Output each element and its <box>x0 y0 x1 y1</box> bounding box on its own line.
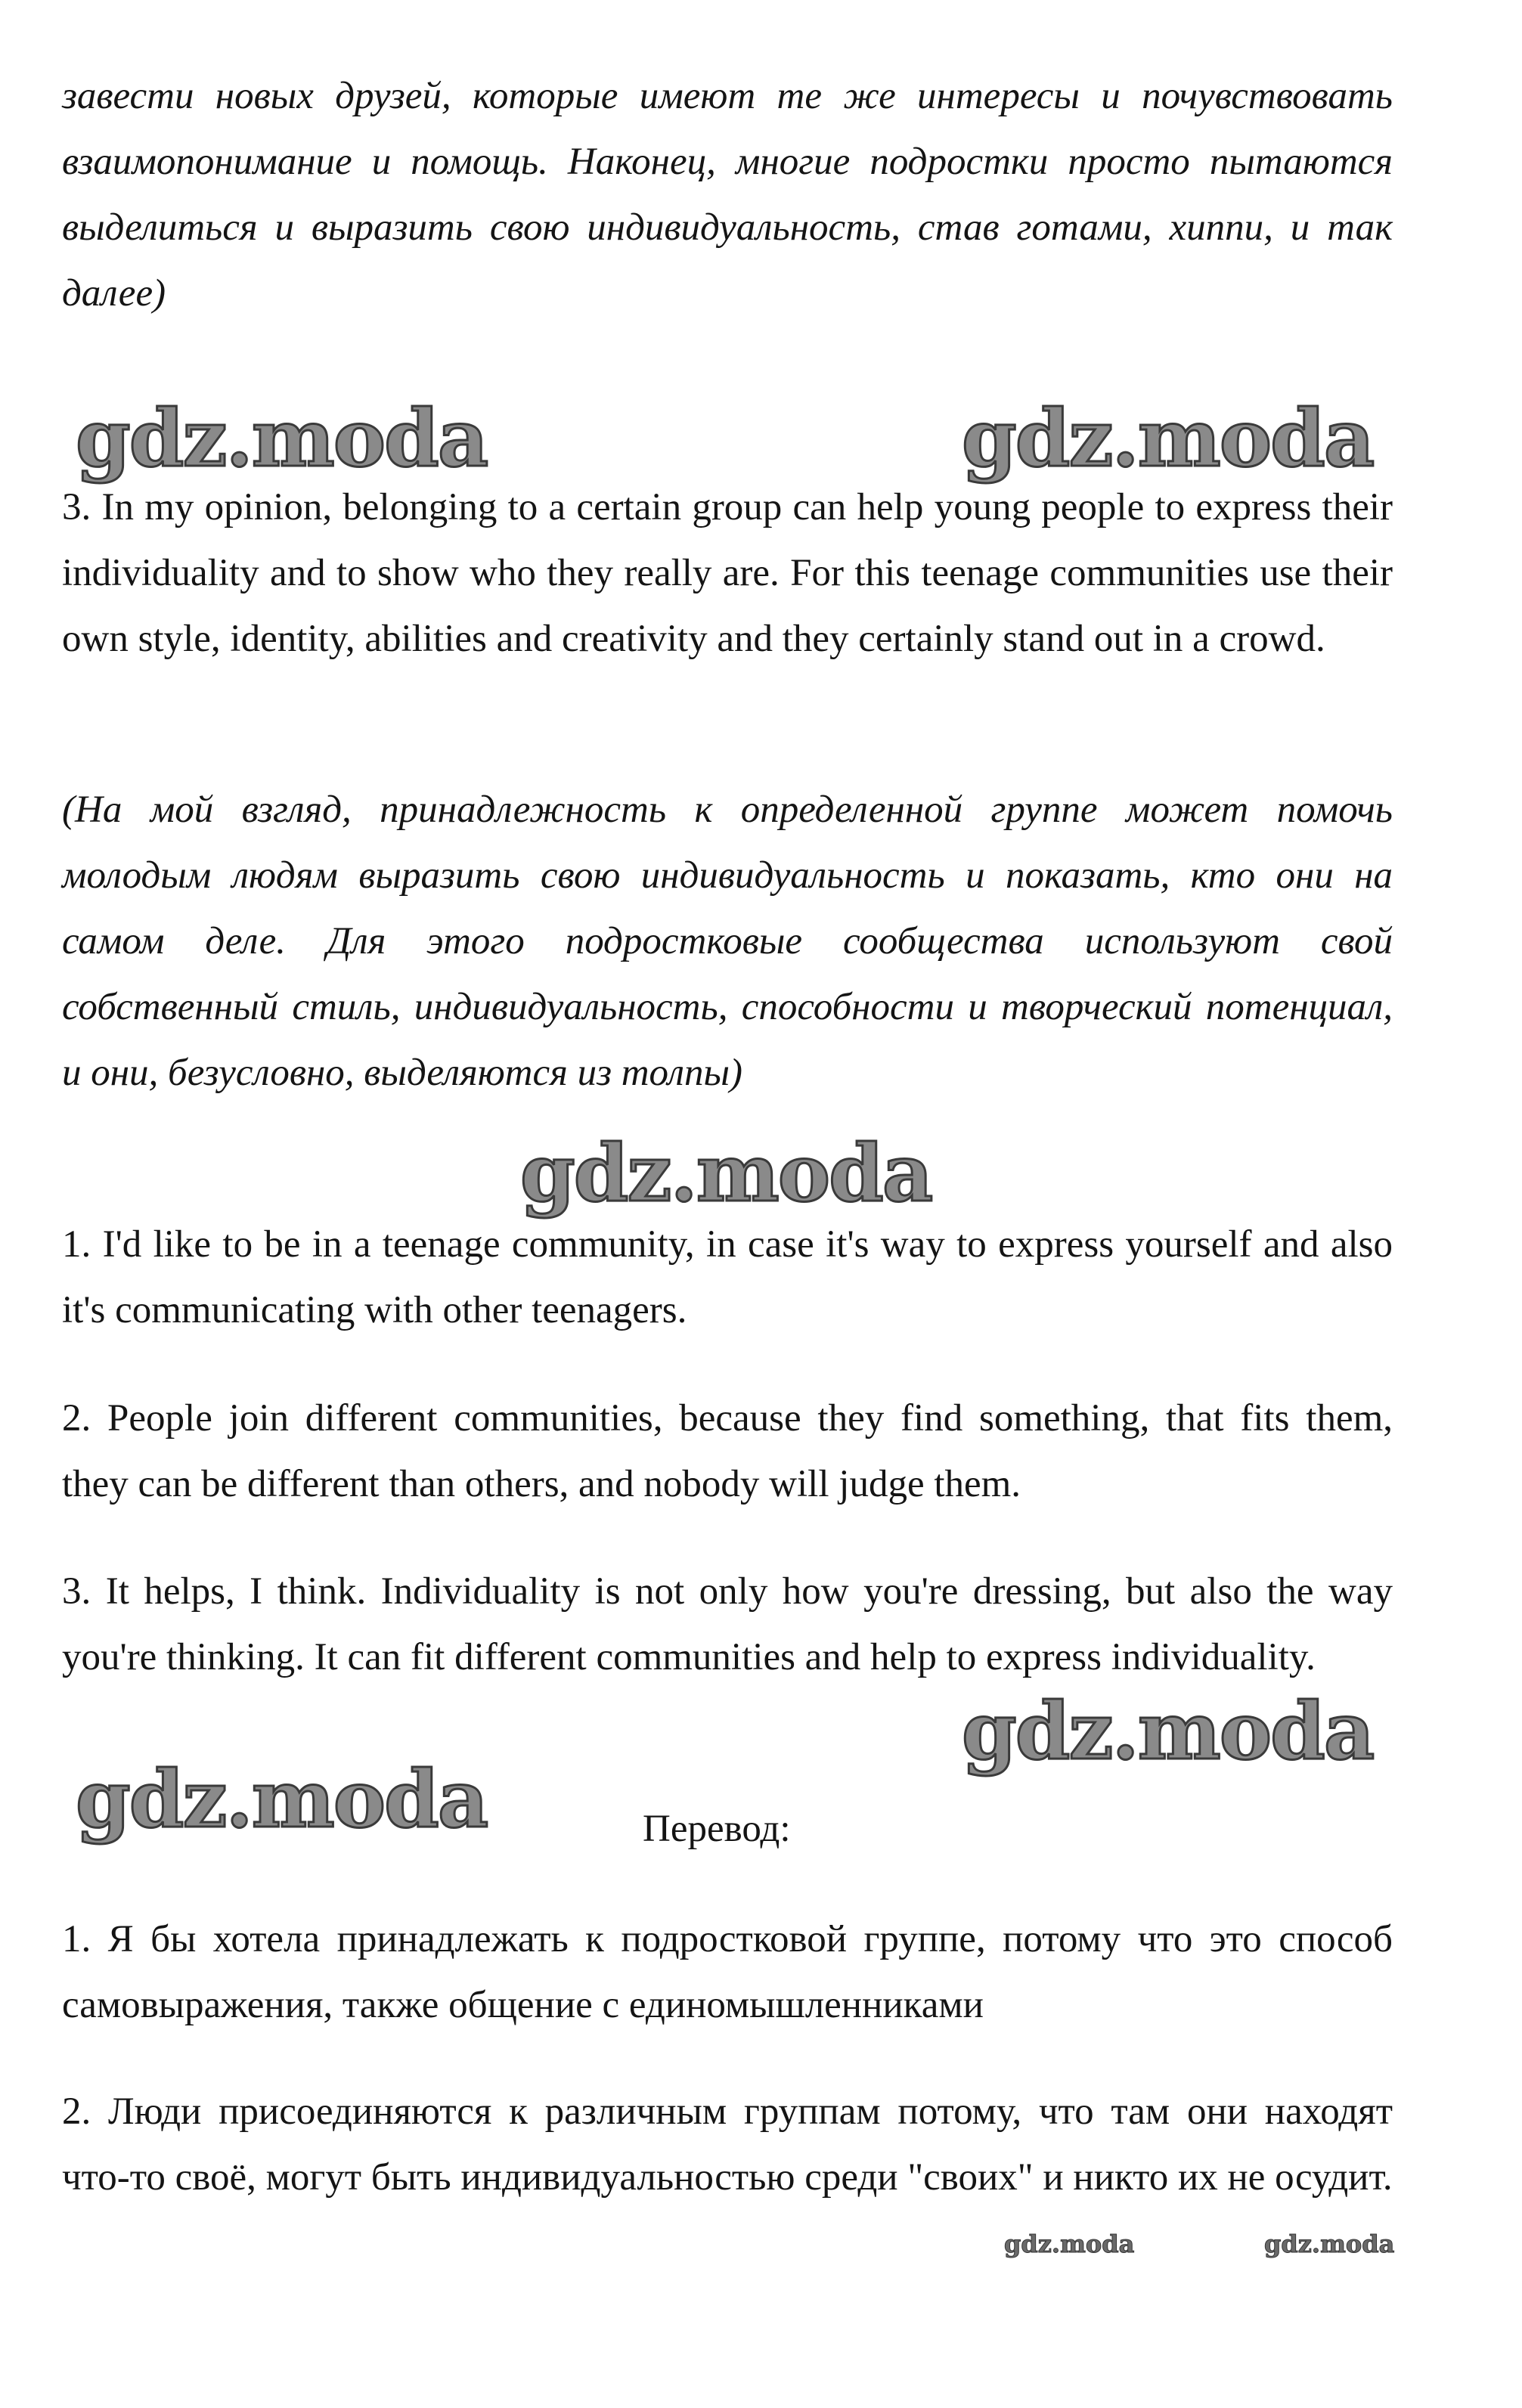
paragraph-answer-3-russian: (На мой взгляд, принадлежность к определенной группе может помочь молодым людям выразить свою индивидуальность и показать, кто они на самом деле. Для этого подростковые сообщества используют свой собственный стиль, индивидуальность, способности и творческий потенциал, и они, безусловно, выделяются из толпы) <box>62 789 1393 1094</box>
translation-heading: Перевод: <box>643 1808 791 1850</box>
paragraph-answer-2-english: 2. People join different communities, because they find something, that fits them, they can be different than others, and nobody will judge them. <box>62 1397 1393 1505</box>
paragraph-translation-1: 1. Я бы хотела принадлежать к подростковой группе, потому что это способ самовыражения, также общение с единомышленниками <box>62 1918 1393 2026</box>
watermark-logo: gdz.moda <box>962 392 1374 485</box>
watermark-logo: gdz.moda <box>962 1684 1374 1777</box>
paragraph-translation-2: 2. Люди присоединяются к различным группам потому, что там они находят что-то своё, могут быть индивидуальностью среди "своих" и никто их не осудит. <box>62 2090 1393 2199</box>
paragraph-answer-1-english: 1. I'd like to be in a teenage community, in case it's way to express yourself and also it's communicating with other teenagers. <box>62 1223 1393 1331</box>
watermark-logo-small: gdz.moda <box>1004 2230 1135 2258</box>
paragraph-answer-3-english: 3. In my opinion, belonging to a certain group can help young people to express their individuality and to show who they really are. For this teenage communities use their own style, identity, abilities and creativity and they certainly stand out in a crowd. <box>62 486 1393 660</box>
watermark-logo: gdz.moda <box>76 1753 488 1846</box>
watermark-logo: gdz.moda <box>76 392 488 485</box>
paragraph-russian-continuation: завести новых друзей, которые имеют те же интересы и почувствовать взаимопонимание и помощь. Наконец, многие подростки просто пытаются выделиться и выразить свою индивидуальность, став готами, хиппи, и так далее) <box>62 75 1393 315</box>
watermark-logo-small: gdz.moda <box>1264 2230 1395 2258</box>
paragraph-answer-3b-english: 3. It helps, I think. Individuality is not only how you're dressing, but also the way you're thinking. It can fit different communities and help to express individuality. <box>62 1570 1393 1678</box>
watermark-logo: gdz.moda <box>520 1127 932 1219</box>
